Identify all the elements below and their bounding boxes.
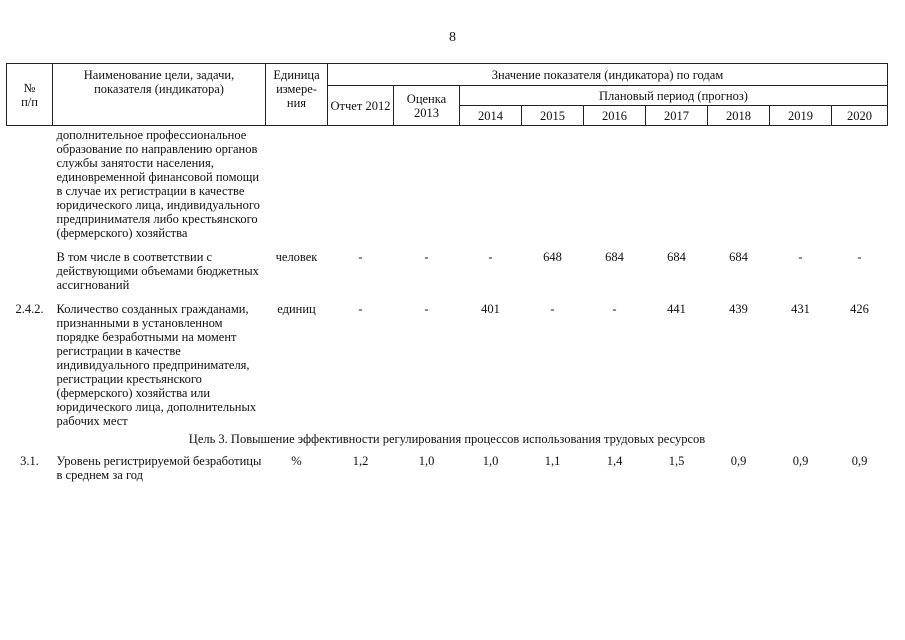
row-num (7, 126, 53, 241)
row-name: Количество созданных гражданами, признанными в установленном порядке безработными на момент регистрации в качестве индивидуального предпринимателя, регистрации крестьянского (фермерского) хозяйства или юридического лица, дополнительных рабочих мест (56, 302, 257, 428)
row-unit (266, 126, 328, 241)
table-row (7, 126, 888, 241)
cell-value (708, 126, 770, 241)
cell-value: 1,2 (352, 454, 369, 468)
cell-value (460, 126, 522, 241)
row-name: В том числе в соответствии с действующими объемами бюджетных ассигнований (56, 250, 259, 292)
cell-value: 431 (791, 302, 810, 316)
cell-value: 0,9 (792, 454, 809, 468)
row-unit: единиц (277, 302, 316, 316)
header-unit: Единица измере-ния (266, 64, 328, 126)
row-num: 3.1. (20, 454, 39, 468)
page-number: 8 (449, 30, 456, 45)
header-estimate: Оценка 2013 (394, 86, 460, 126)
cell-value: 684 (729, 250, 748, 264)
indicator-table (6, 63, 888, 482)
cell-value (584, 126, 646, 241)
cell-value: 684 (605, 250, 624, 264)
cell-value (646, 126, 708, 241)
cell-value: 401 (481, 302, 500, 316)
header-plan: Плановый период (прогноз) (460, 86, 888, 106)
header-year: 2020 (832, 106, 888, 126)
row-num: 2.4.2. (15, 302, 44, 316)
cell-value: 1,1 (544, 454, 561, 468)
cell-value (832, 126, 888, 241)
cell-value: - (612, 302, 617, 316)
header-year: 2014 (460, 106, 522, 126)
table-row (7, 292, 888, 428)
cell-value: - (424, 302, 429, 316)
cell-value (328, 126, 394, 241)
cell-value: 0,9 (730, 454, 747, 468)
cell-value: - (358, 250, 363, 264)
cell-value: 1,0 (482, 454, 499, 468)
table-row (7, 240, 888, 292)
cell-value: 426 (850, 302, 869, 316)
header-report: Отчет 2012 (328, 86, 394, 126)
cell-value (522, 126, 584, 241)
cell-value: - (424, 250, 429, 264)
table-row (7, 454, 888, 482)
cell-value (770, 126, 832, 241)
cell-value: 439 (729, 302, 748, 316)
row-unit: человек (275, 250, 318, 264)
header-name: Наименование цели, задачи, показателя (индикатора) (53, 64, 266, 126)
cell-value: - (358, 302, 363, 316)
row-name: дополнительное профессиональное образование по направлению органов службы занятости населения, единовременной финансовой помощи в случае их регистрации в качестве юридического лица, индивидуального предпринимателя либо крестьянского (фермерского) хозяйства (56, 128, 260, 240)
goal-3-heading: Цель 3. Повышение эффективности регулирования процессов использования трудовых ресурсов (188, 432, 706, 446)
cell-value: - (798, 250, 803, 264)
cell-value (394, 126, 460, 241)
cell-value: 1,5 (668, 454, 685, 468)
row-name: Уровень регистрируемой безработицы в среднем за год (56, 454, 262, 482)
header-num: № п/п (7, 64, 53, 126)
goal-row (7, 428, 888, 454)
header-year: 2019 (770, 106, 832, 126)
cell-value: - (488, 250, 493, 264)
cell-value: - (550, 302, 555, 316)
header-year: 2017 (646, 106, 708, 126)
cell-value: - (857, 250, 862, 264)
cell-value: 0,9 (851, 454, 868, 468)
row-unit: % (291, 454, 302, 468)
header-year: 2018 (708, 106, 770, 126)
cell-value: 441 (667, 302, 686, 316)
row-num (7, 240, 53, 292)
cell-value: 684 (667, 250, 686, 264)
cell-value: 1,4 (606, 454, 623, 468)
cell-value: 1,0 (418, 454, 435, 468)
header-year: 2015 (522, 106, 584, 126)
cell-value: 648 (543, 250, 562, 264)
header-year: 2016 (584, 106, 646, 126)
header-values: Значение показателя (индикатора) по годам (328, 64, 888, 86)
